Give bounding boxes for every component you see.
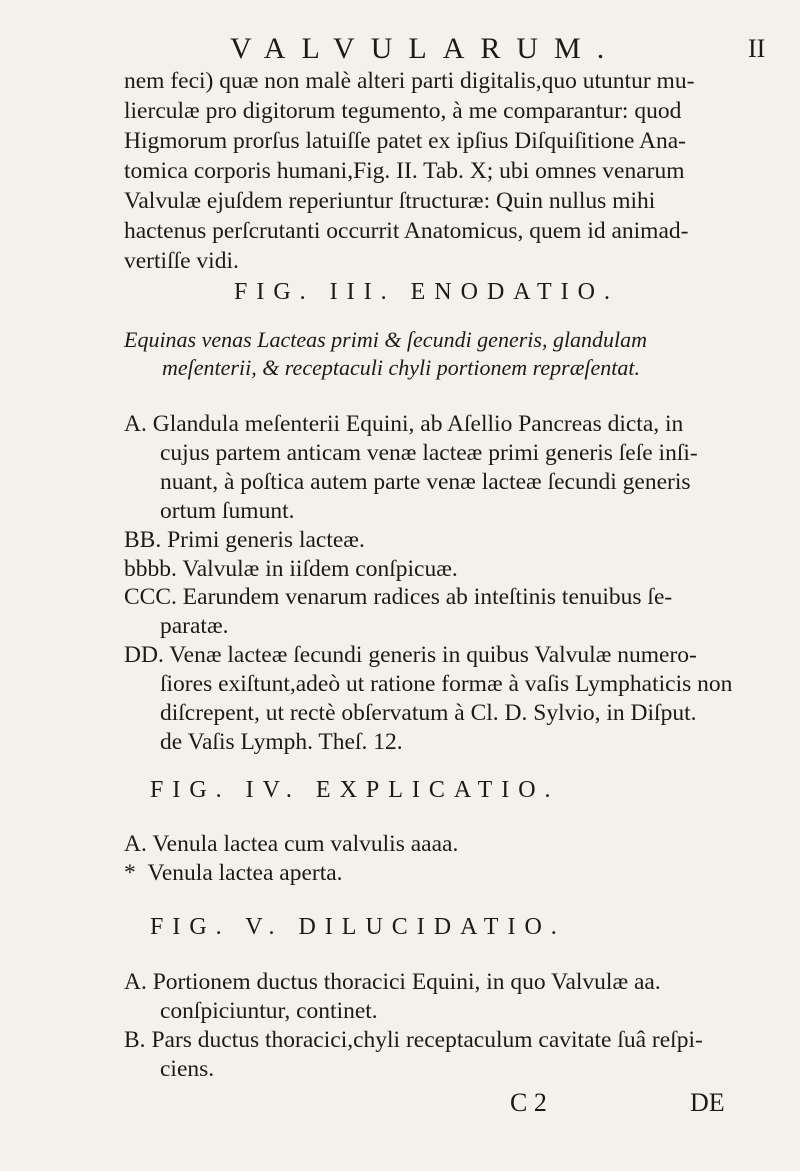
- fig5-entry-b: [124, 1026, 724, 1084]
- entry-label: A.: [124, 969, 147, 995]
- entry-text: Venæ lacteæ ſecundi generis in quibus Valvulæ numero-: [169, 642, 697, 668]
- fig3-entry-bbbb: [124, 555, 724, 584]
- entry-text: Venula lactea cum valvulis aaaa.: [152, 831, 459, 857]
- catchword: DE: [690, 1088, 725, 1117]
- entry-label: CCC.: [124, 584, 177, 610]
- entry-text: paratæ.: [160, 613, 229, 639]
- entry-text: Pars ductus thoracici,chyli receptaculum cavitate ſuâ reſpi-: [151, 1027, 703, 1053]
- entry-text: ciens.: [160, 1056, 215, 1082]
- entry-text: Primi generis lacteæ.: [167, 527, 365, 553]
- entry-label: DD.: [124, 642, 164, 668]
- entry-label: *: [124, 860, 136, 886]
- intro-line: Higmorum prorſus latuiſſe patet ex ipſius Diſquiſitione Ana-: [124, 128, 686, 154]
- intro-line: tomica corporis humani,Fig. II. Tab. X; ubi omnes venarum: [124, 158, 685, 184]
- fig3-subtitle: [124, 326, 724, 382]
- entry-label: bbbb.: [124, 556, 177, 582]
- entry-text: conſpiciuntur, continet.: [160, 998, 378, 1024]
- entry-text: diſcrepent, ut rectè obſervatum à Cl. D. Sylvio, in Diſput.: [160, 700, 697, 726]
- intro-line: Valvulæ ejuſdem reperiuntur ſtructuræ: Quin nullus mihi: [124, 188, 656, 214]
- entry-text: ortum ſumunt.: [160, 498, 295, 524]
- entry-text: cujus partem anticam venæ lacteæ primi generis ſeſe inſi-: [160, 440, 698, 466]
- entry-text: ſiores exiſtunt,adeò ut ratione formæ à vaſis Lymphaticis non: [160, 671, 733, 697]
- fig3-entry-a: [124, 410, 724, 526]
- entry-label: A.: [124, 411, 147, 437]
- entry-text: de Vaſis Lymph. Theſ. 12.: [160, 729, 403, 755]
- fig3-entry-bb: [124, 526, 724, 555]
- entry-label: BB.: [124, 527, 162, 553]
- entry-text: Portionem ductus thoracici Equini, in quo Valvulæ aa.: [152, 969, 661, 995]
- page-number: II: [748, 34, 766, 63]
- running-title: VALVULARUM.: [230, 32, 621, 65]
- entry-text: Venula lactea aperta.: [147, 860, 343, 886]
- fig3-entry-ccc: [124, 583, 724, 641]
- intro-line: nem feci) quæ non malè alteri parti digitalis,quo utuntur mu-: [124, 68, 695, 94]
- fig4-entry-a: [124, 830, 724, 859]
- entry-label: B.: [124, 1027, 146, 1053]
- fig3-entry-dd: [124, 641, 733, 757]
- fig4-entry-star: [124, 859, 724, 888]
- fig3-heading: FIG. III. ENODATIO.: [234, 279, 619, 305]
- intro-line: lierculæ pro digitorum tegumento, à me comparantur: quod: [124, 98, 682, 124]
- entry-text: Glandula meſenterii Equini, ab Aſellio Pancreas dicta, in: [152, 411, 684, 437]
- fig3-subtitle-line: Equinas venas Lacteas primi & ſecundi generis, glandulam: [124, 327, 648, 352]
- fig3-subtitle-line: meſenterii, & receptaculi chyli portionem repræſentat.: [162, 355, 640, 380]
- intro-paragraph: [124, 66, 722, 276]
- intro-line: hactenus perſcrutanti occurrit Anatomicus, quem id animad-: [124, 218, 689, 244]
- entry-text: nuant, à poſtica autem parte venæ lacteæ ſecundi generis: [160, 469, 691, 495]
- intro-line: vertiſſe vidi.: [124, 248, 239, 274]
- entry-text: Earundem venarum radices ab inteſtinis tenuibus ſe-: [182, 584, 673, 610]
- fig5-heading: FIG. V. DILUCIDATIO.: [150, 914, 566, 940]
- fig4-heading: FIG. IV. EXPLICATIO.: [150, 777, 560, 803]
- entry-text: Valvulæ in iiſdem conſpicuæ.: [182, 556, 458, 582]
- fig5-entry-a: [124, 968, 724, 1026]
- signature-mark: C 2: [510, 1088, 547, 1117]
- entry-label: A.: [124, 831, 147, 857]
